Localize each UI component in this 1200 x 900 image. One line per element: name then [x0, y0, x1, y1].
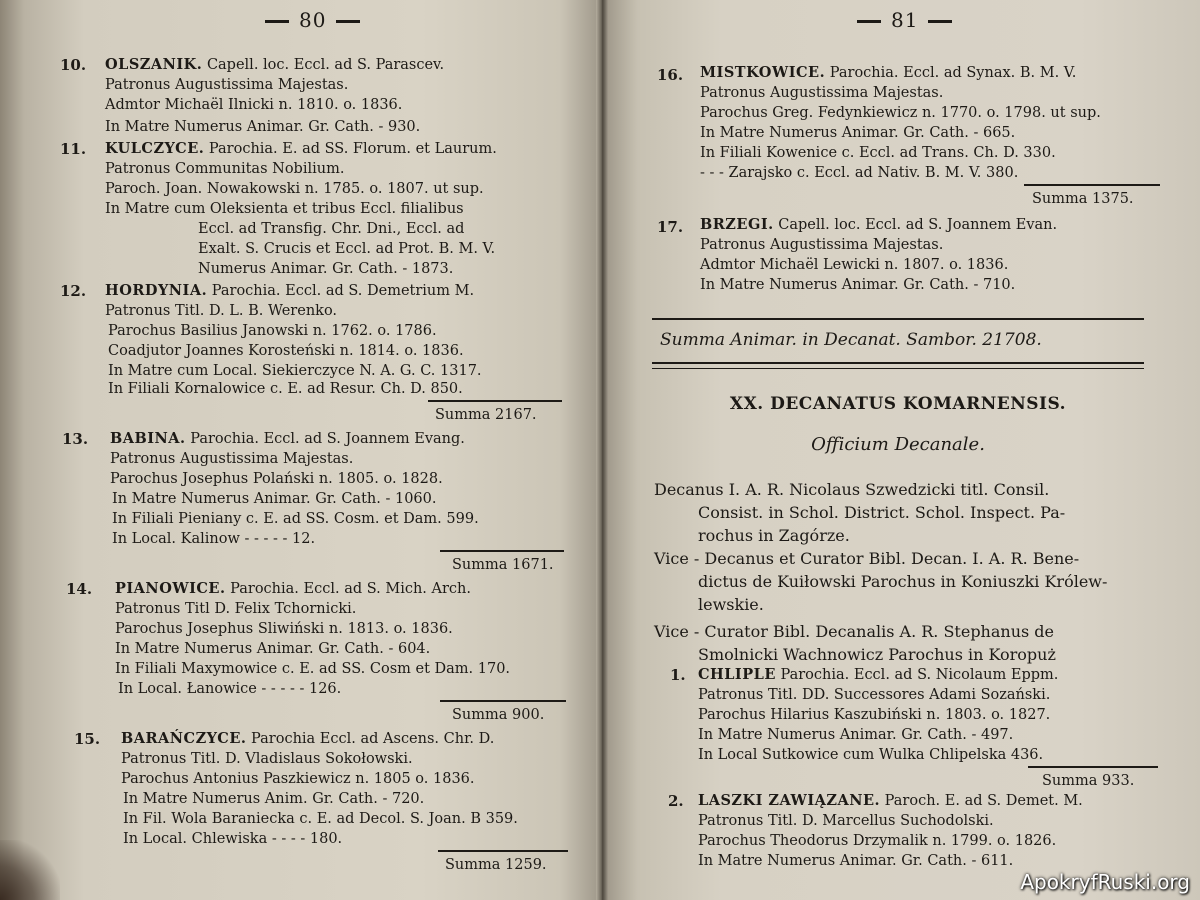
official-line: Smolnicki Wachnowicz Parochus in Koropuż: [698, 645, 1056, 664]
entry-line: In Local. Łanowice - - - - - 126.: [118, 681, 342, 697]
summa: Summa 1259.: [445, 857, 547, 873]
summa: Summa 1671.: [452, 557, 554, 573]
entry-number: 13.: [62, 430, 89, 448]
entry-number: 16.: [657, 66, 684, 84]
entry-line: In Matre Numerus Anim. Gr. Cath. - 720.: [123, 791, 425, 807]
total-rule-bottom: [652, 362, 1144, 364]
section-title: XX. DECANATUS KOMARNENSIS.: [729, 394, 1067, 414]
official-line: dictus de Kuiłowski Parochus in Koniuszki Królew-: [698, 572, 1108, 591]
page-number-right: 81: [847, 8, 962, 32]
entry-line: In Matre Numerus Animar. Gr. Cath. - 710.: [700, 277, 1016, 293]
entry-line: In Local. Chlewiska - - - - 180.: [123, 831, 343, 847]
entry-line: HORDYNIA. Parochia. Eccl. ad S. Demetrium M.: [105, 282, 475, 299]
entry-line: In Matre Numerus Animar. Gr. Cath. - 497.: [698, 727, 1014, 743]
summa-rule: [428, 400, 562, 402]
summa-rule: [440, 700, 566, 702]
entry-number: 12.: [60, 282, 87, 300]
entry-line: Patronus Augustissima Majestas.: [105, 77, 349, 93]
official-line: Decanus I. A. R. Nicolaus Szwedzicki titl. Consil.: [654, 480, 1050, 499]
entry-line: Parochus Greg. Fedynkiewicz n. 1770. o. 1798. ut sup.: [700, 105, 1101, 121]
entry-line: In Local Sutkowice cum Wulka Chlipelska 436.: [698, 747, 1044, 763]
page-number-left: 80: [255, 8, 370, 32]
entry-line: BRZEGI. Capell. loc. Eccl. ad S. Joannem Evan.: [700, 216, 1058, 233]
entry-line: Patronus Titl. D. Marcellus Suchodolski.: [698, 813, 994, 829]
summa-rule: [440, 550, 564, 552]
total-rule-top: [652, 318, 1144, 320]
entry-line: In Matre Numerus Animar. Gr. Cath. - 1060.: [112, 491, 437, 507]
decanate-total: Summa Animar. in Decanat. Sambor. 21708.: [660, 330, 1042, 350]
entry-line: In Matre Numerus Animar. Gr. Cath. - 665.: [700, 125, 1016, 141]
entry-line: BARAŃCZYCE. Parochia Eccl. ad Ascens. Chr. D.: [121, 730, 495, 747]
entry-line: In Filiali Kowenice c. Eccl. ad Trans. Ch. D. 330.: [700, 145, 1056, 161]
entry-line: KULCZYCE. Parochia. E. ad SS. Florum. et Laurum.: [105, 140, 497, 157]
summa-rule: [1024, 184, 1160, 186]
book-gutter: [596, 0, 608, 900]
entry-line: LASZKI ZAWIĄZANE. Paroch. E. ad S. Demet. M.: [698, 792, 1083, 809]
entry-number: 15.: [74, 730, 101, 748]
entry-line: Admtor Michaël Ilnicki n. 1810. o. 1836.: [105, 97, 403, 113]
official-line: Consist. in Schol. District. Schol. Inspect. Pa-: [698, 503, 1066, 522]
entry-line: OLSZANIK. Capell. loc. Eccl. ad S. Parascev.: [105, 56, 445, 73]
entry-line: In Matre Numerus Animar. Gr. Cath. - 611.: [698, 853, 1014, 869]
entry-number: 2.: [668, 792, 684, 810]
official-line: rochus in Zagórze.: [698, 526, 850, 545]
entry-line: Parochus Antonius Paszkiewicz n. 1805 o. 1836.: [121, 771, 475, 787]
summa: Summa 900.: [452, 707, 545, 723]
entry-line: Admtor Michaël Lewicki n. 1807. o. 1836.: [700, 257, 1009, 273]
finger-shadow: [0, 840, 60, 900]
entry-line: In Matre cum Local. Siekierczyce N. A. G. C. 1317.: [108, 363, 482, 379]
entry-number: 10.: [60, 56, 87, 74]
entry-number: 1.: [670, 666, 686, 684]
entry-number: 11.: [60, 140, 87, 158]
entry-number: 14.: [66, 580, 93, 598]
right-page: [602, 0, 1200, 900]
entry-line: In Filiali Kornalowice c. E. ad Resur. Ch. D. 850.: [108, 381, 463, 397]
entry-line: PIANOWICE. Parochia. Eccl. ad S. Mich. Arch.: [115, 580, 471, 597]
entry-line: In Filiali Maxymowice c. E. ad SS. Cosm et Dam. 170.: [115, 661, 511, 677]
watermark: ApokryfRuski.org: [1020, 870, 1190, 894]
entry-line: In Matre Numerus Animar. Gr. Cath. - 930.: [105, 119, 421, 135]
entry-number: 17.: [657, 218, 684, 236]
entry-line: Numerus Animar. Gr. Cath. - 1873.: [198, 261, 454, 277]
entry-line: In Fil. Wola Baraniecka c. E. ad Decol. S. Joan. B 359.: [123, 811, 518, 827]
entry-line: Parochus Basilius Janowski n. 1762. o. 1786.: [108, 323, 437, 339]
entry-line: In Local. Kalinow - - - - - 12.: [112, 531, 316, 547]
entry-line: BABINA. Parochia. Eccl. ad S. Joannem Evang.: [110, 430, 465, 447]
entry-line: Patronus Titl. D. L. B. Werenko.: [105, 303, 338, 319]
entry-line: Parochus Hilarius Kaszubiński n. 1803. o. 1827.: [698, 707, 1051, 723]
entry-line: Coadjutor Joannes Korosteński n. 1814. o. 1836.: [108, 343, 464, 359]
entry-line: Patronus Titl D. Felix Tchornicki.: [115, 601, 357, 617]
total-rule-bottom-thin: [652, 368, 1144, 369]
entry-line: Patronus Augustissima Majestas.: [700, 85, 944, 101]
entry-line: In Filiali Pieniany c. E. ad SS. Cosm. et Dam. 599.: [112, 511, 479, 527]
official-line: Vice - Curator Bibl. Decanalis A. R. Stephanus de: [654, 622, 1055, 641]
summa: Summa 933.: [1042, 773, 1135, 789]
entry-line: Patronus Titl. D. Vladislaus Sokołowski.: [121, 751, 413, 767]
summa: Summa 2167.: [435, 407, 537, 423]
summa-rule: [438, 850, 568, 852]
entry-line: Parochus Theodorus Drzymalik n. 1799. o. 1826.: [698, 833, 1057, 849]
entry-line: In Matre Numerus Animar. Gr. Cath. - 604.: [115, 641, 431, 657]
entry-line: Exalt. S. Crucis et Eccl. ad Prot. B. M. V.: [198, 241, 496, 257]
summa-rule: [1028, 766, 1158, 768]
entry-line: Parochus Josephus Sliwiński n. 1813. o. 1836.: [115, 621, 453, 637]
entry-line: MISTKOWICE. Parochia. Eccl. ad Synax. B. M. V.: [700, 64, 1077, 81]
entry-line: Patronus Communitas Nobilium.: [105, 161, 345, 177]
entry-line: Patronus Titl. DD. Successores Adami Sozański.: [698, 687, 1051, 703]
entry-line: Patronus Augustissima Majestas.: [700, 237, 944, 253]
entry-line: Eccl. ad Transfig. Chr. Dni., Eccl. ad: [198, 221, 465, 237]
entry-line: Patronus Augustissima Majestas.: [110, 451, 354, 467]
entry-line: - - - Zarajsko c. Eccl. ad Nativ. B. M. V. 380.: [700, 165, 1019, 181]
entry-line: CHLIPLE Parochia. Eccl. ad S. Nicolaum Eppm.: [698, 666, 1059, 683]
entry-line: In Matre cum Oleksienta et tribus Eccl. filialibus: [105, 201, 464, 217]
summa: Summa 1375.: [1032, 191, 1134, 207]
entry-line: Parochus Josephus Polański n. 1805. o. 1828.: [110, 471, 443, 487]
official-line: lewskie.: [698, 595, 764, 614]
officium-title: Officium Decanale.: [811, 434, 985, 455]
official-line: Vice - Decanus et Curator Bibl. Decan. I. A. R. Bene-: [654, 549, 1080, 568]
entry-line: Paroch. Joan. Nowakowski n. 1785. o. 1807. ut sup.: [105, 181, 484, 197]
